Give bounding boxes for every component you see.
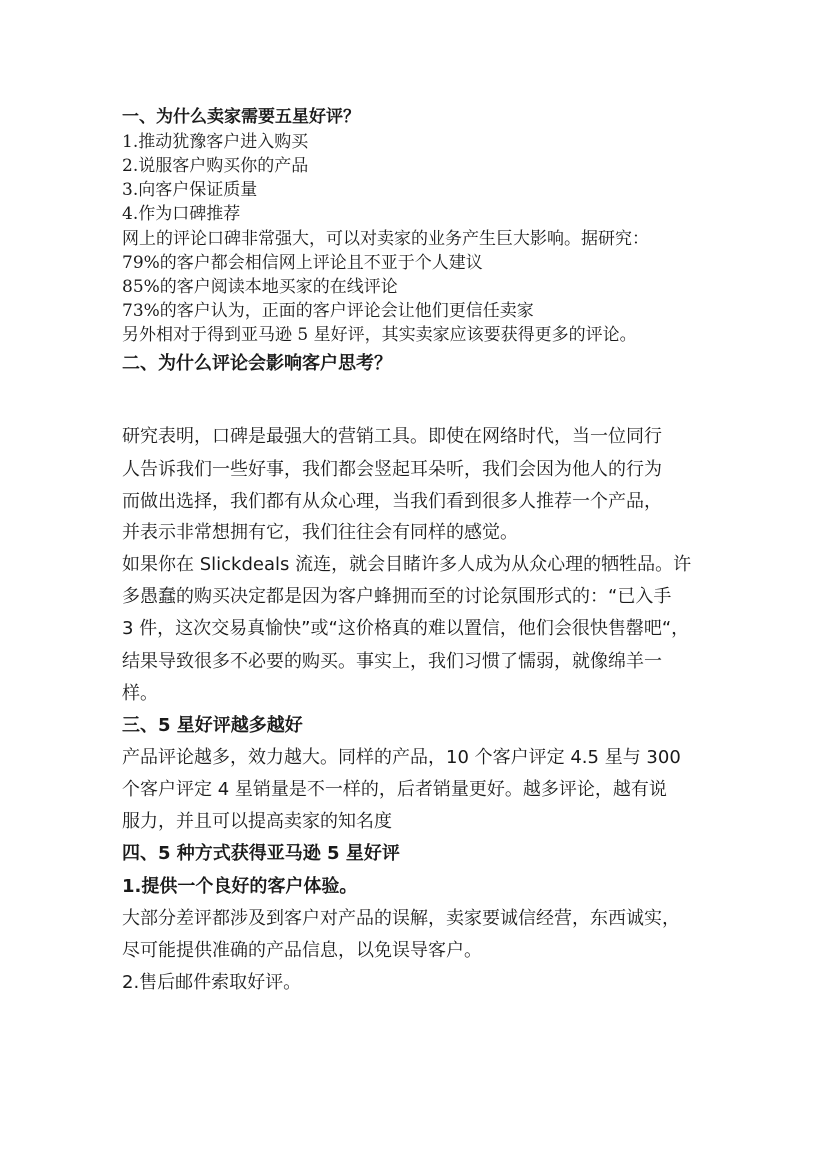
- section1-intro: 网上的评论口碑非常强大，可以对卖家的业务产生巨大影响。据研究：: [122, 229, 649, 249]
- section3-para-line: 个客户评定 4 星销量是不一样的，后者销量更好。越多评论，越有说: [122, 779, 667, 800]
- section4-subheading: 2.售后邮件索取好评。: [122, 972, 302, 993]
- section1-stat: 85%的客户阅读本地买家的在线评论: [122, 277, 398, 297]
- section2-para-line: 如果你在 Slickdeals 流连，就会目睹许多人成为从众心理的牺牲品。许: [122, 554, 692, 575]
- section4-heading: 四、5 种方式获得亚马逊 5 星好评: [122, 843, 400, 864]
- section1-stat: 73%的客户认为，正面的客户评论会让他们更信任卖家: [122, 301, 534, 321]
- section3-para-line: 产品评论越多，效力越大。同样的产品，10 个客户评定 4.5 星与 300: [122, 747, 681, 768]
- section1-item: 3.向客户保证质量: [122, 180, 258, 200]
- section2-para-line: 3 件，这次交易真愉快”或“这价格真的难以置信，他们会很快售罄吧“，: [122, 618, 690, 639]
- section1-heading: 一、为什么卖家需要五星好评？: [122, 107, 360, 127]
- section1-stat: 79%的客户都会相信网上评论且不亚于个人建议: [122, 253, 483, 273]
- section2-para-line: 样。: [122, 683, 158, 704]
- section1-item: 1.推动犹豫客户进入购买: [122, 132, 309, 152]
- section1-item: 4.作为口碑推荐: [122, 204, 241, 224]
- section2-para-line: 而做出选择，我们都有从众心理，当我们看到很多人推荐一个产品，: [122, 491, 662, 512]
- section4-subheading: 1.提供一个良好的客户体验。: [122, 876, 358, 897]
- section2-para-line: 研究表明，口碑是最强大的营销工具。即使在网络时代，当一位同行: [122, 426, 662, 447]
- section3-para-line: 服力，并且可以提高卖家的知名度: [122, 811, 392, 832]
- section3-heading: 三、5 星好评越多越好: [122, 715, 303, 736]
- section1-closing: 另外相对于得到亚马逊 5 星好评，其实卖家应该要获得更多的评论。: [122, 325, 637, 345]
- section1-item: 2.说服客户购买你的产品: [122, 156, 309, 176]
- section4-para-line: 大部分差评都涉及到客户对产品的误解，卖家要诚信经营，东西诚实，: [122, 908, 680, 929]
- section4-para-line: 尽可能提供准确的产品信息，以免误导客户。: [122, 940, 482, 961]
- section2-para-line: 人告诉我们一些好事，我们都会竖起耳朵听，我们会因为他人的行为: [122, 459, 662, 480]
- section2-heading: 二、为什么评论会影响客户思考？: [122, 353, 392, 374]
- section2-para-line: 多愚蠢的购买决定都是因为客户蜂拥而至的讨论氛围形式的：“已入手: [122, 586, 672, 607]
- section2-para-line: 并表示非常想拥有它，我们往往会有同样的感觉。: [122, 522, 518, 543]
- section2-para-line: 结果导致很多不必要的购买。事实上，我们习惯了懦弱，就像绵羊一: [122, 651, 662, 672]
